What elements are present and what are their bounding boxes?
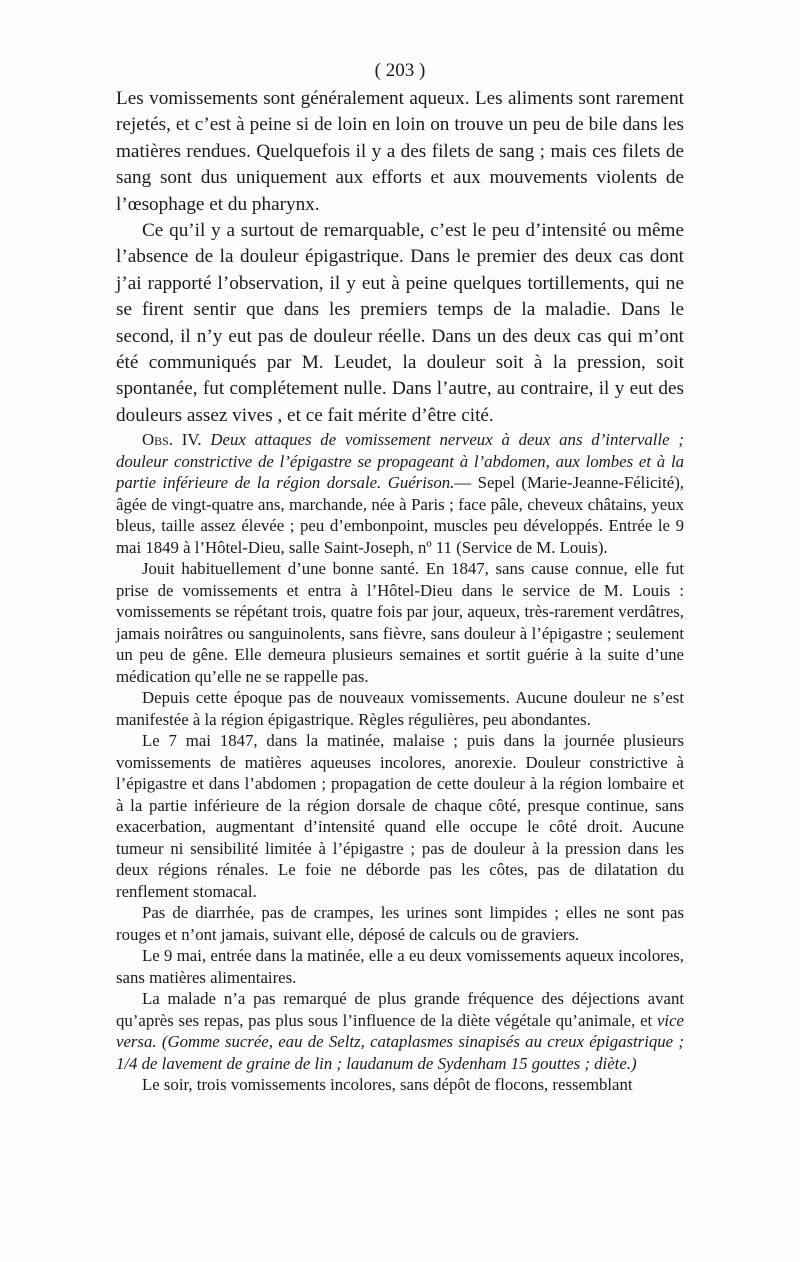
case-paragraph-treatment: [116, 988, 684, 1074]
case-paragraph-evening: Le soir, trois vomissements incolores, sans dépôt de flocons, ressemblant: [142, 1075, 633, 1095]
observation-intro: — Sepel (Marie-Jeanne-Félicité), âgée de vingt-quatre ans, marchande, née à Paris ; face pâle, cheveux châtains, yeux bleus, taille assez élevée ; peu d’embonpoint, muscles peu développés. Entrée le 9 mai 1849 à l’Hôtel-Dieu, salle Saint-Joseph, nº 11 (Service de M. Louis).: [116, 473, 684, 557]
case-paragraph-onset: Le 7 mai 1847, dans la matinée, malaise ; puis dans la journée plusieurs vomissements de matières aqueuses incolores, anorexie. Douleur constrictive à l’épigastre et dans l’abdomen ; propagation de cette douleur à la région lombaire et à la partie inférieure de la région dorsale de chaque côté, presque continue, sans exacerbation, augmentant d’intensité quand elle occupe le côté droit. Aucune tumeur ni sensibilité limitée à l’épigastre ; pas de douleur à la pression dans les deux régions rénales. Le foie ne déborde pas les côtes, pas de dilatation du renflement stomacal.: [116, 731, 684, 901]
treatment-vice-versa: vice versa.: [116, 1010, 684, 1052]
case-paragraph-admission: Le 9 mai, entrée dans la matinée, elle a eu deux vomissements aqueux incolores, sans matières alimentaires.: [116, 946, 684, 987]
page-body: [116, 86, 684, 1096]
observation-title: Deux attaques de vomissement nerveux à deux ans d’intervalle ; douleur constrictive de l’épigastre se propageant à l’abdomen, aux lombes et à la partie inférieure de la région dorsale. Guérison.: [116, 430, 684, 493]
case-paragraph-urines: Pas de diarrhée, pas de crampes, les urines sont limpides ; elles ne sont pas rouges et n’ont jamais, suivant elle, déposé de calculs ou de graviers.: [116, 903, 684, 944]
page-number: ( 203 ): [374, 60, 426, 81]
observation-heading: [116, 429, 684, 558]
treatment-prescription: (Gomme sucrée, eau de Seltz, cataplasmes sinapisés au creux épigastrique ; 1/4 de lavement de graine de lin ; laudanum de Sydenham 15 gouttes ; diète.): [116, 1032, 684, 1073]
treatment-text: La malade n’a pas remarqué de plus grande fréquence des déjections avant qu’après ses repas, pas plus sous l’influence de la diète végétale qu’animale, et: [116, 989, 684, 1030]
paragraph-douleur: Ce qu’il y a surtout de remarquable, c’est le peu d’intensité ou même l’absence de la douleur épigastrique. Dans le premier des deux cas dont j’ai rapporté l’observation, il y eut à peine quelques tortillements, qui ne se firent sentir que dans les premiers temps de la maladie. Dans le second, il n’y eut pas de douleur réelle. Dans un des deux cas qui m’ont été communiqués par M. Leudet, la douleur soit à la pression, soit spontanée, fut complétement nulle. Dans l’autre, au contraire, il y eut des douleurs assez vives , et ce fait mérite d’être cité.: [116, 220, 684, 426]
observation-label: Obs. IV.: [142, 430, 202, 450]
case-paragraph-interval: Depuis cette époque pas de nouveaux vomissements. Aucune douleur ne s’est manifestée à la région épigastrique. Règles régulières, peu abondantes.: [116, 688, 684, 729]
case-paragraph-history: Jouit habituellement d’une bonne santé. En 1847, sans cause connue, elle fut prise de vomissements et entra à l’Hôtel-Dieu dans le service de M. Louis : vomissements se répétant trois, quatre fois par jour, aqueux, très-rarement verdâtres, jamais noirâtres ou sanguinolents, sans fièvre, sans douleur à l’épigastre ; seulement un peu de gêne. Elle demeura plusieurs semaines et sortit guérie à la suite d’une médication qu’elle ne se rappelle pas.: [116, 559, 684, 686]
paragraph-vomissements: Les vomissements sont généralement aqueux. Les aliments sont rarement rejetés, et c’est à peine si de loin en loin on trouve un peu de bile dans les matières rendues. Quelquefois il y a des filets de sang ; mais ces filets de sang sont dus uniquement aux efforts et aux mouvements violents de l’œsophage et du pharynx.: [116, 88, 684, 215]
